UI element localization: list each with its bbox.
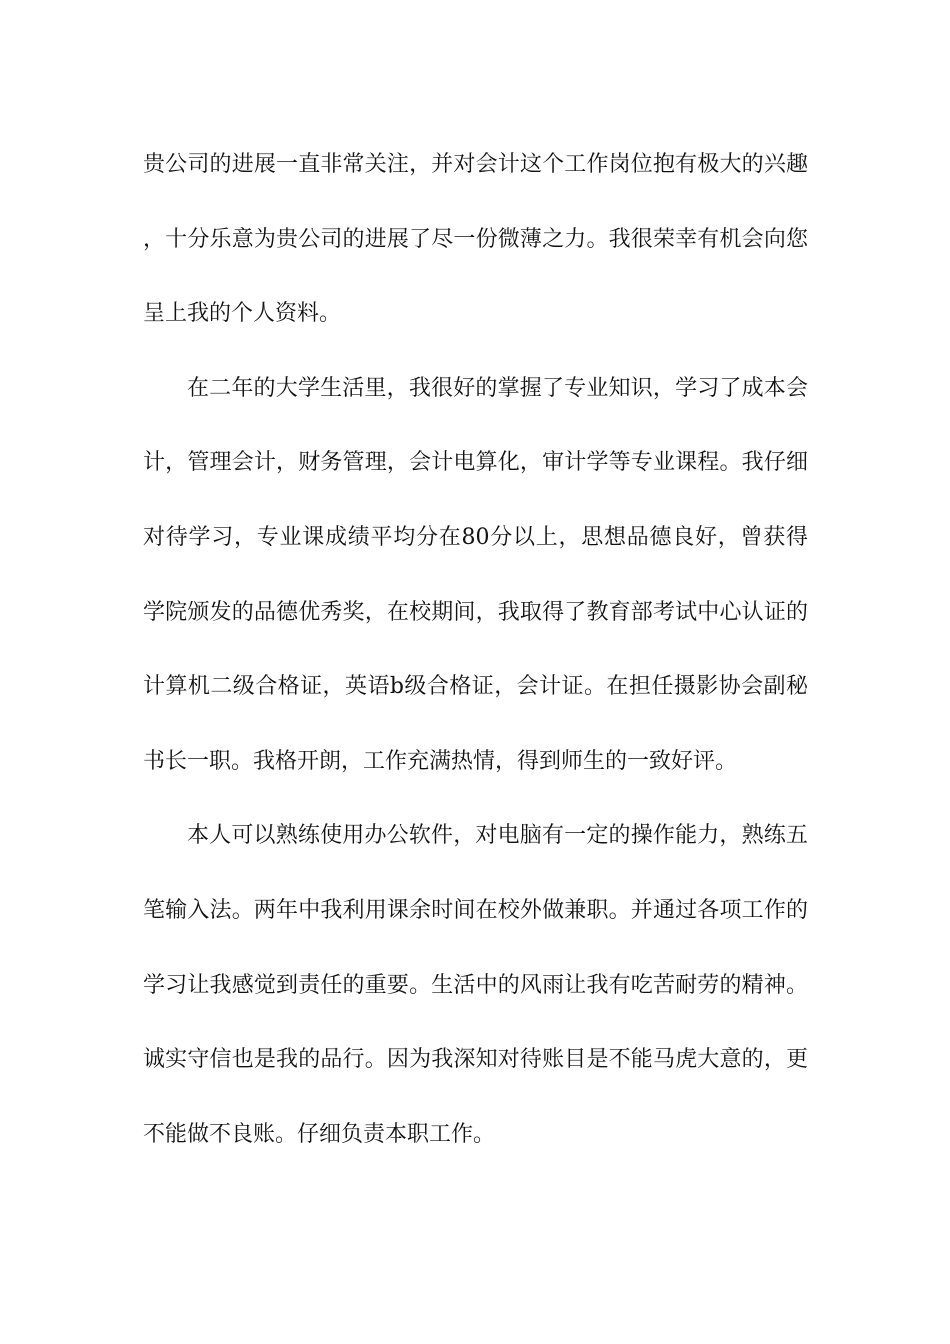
- paragraph-2: 在二年的大学生活里，我很好的掌握了专业知识，学习了成本会计，管理会计，财务管理，会计电算化，审计学等专业课程。我仔细对待学习，专业课成绩平均分在80分以上，思想品德良好，曾获得学院颁发的品德优秀奖，在校期间，我取得了教育部考试中心认证的计算机二级合格证，英语b级合格证，会计证。在担任摄影协会副秘书长一职。我格开朗，工作充满热情，得到师生的一致好评。: [143, 375, 808, 774]
- paragraph-1: 贵公司的进展一直非常关注，并对会计这个工作岗位抱有极大的兴趣，十分乐意为贵公司的进展了尽一份微薄之力。我很荣幸有机会向您呈上我的个人资料。: [143, 152, 808, 327]
- paragraph-3: 本人可以熟练使用办公软件，对电脑有一定的操作能力，熟练五笔输入法。两年中我利用课余时间在校外做兼职。并通过各项工作的学习让我感觉到责任的重要。生活中的风雨让我有吃苦耐劳的精神。诚实守信也是我的品行。因为我深知对待账目是不能马虎大意的，更不能做不良账。仔细负责本职工作。: [143, 823, 808, 1147]
- document-body: [143, 128, 808, 1172]
